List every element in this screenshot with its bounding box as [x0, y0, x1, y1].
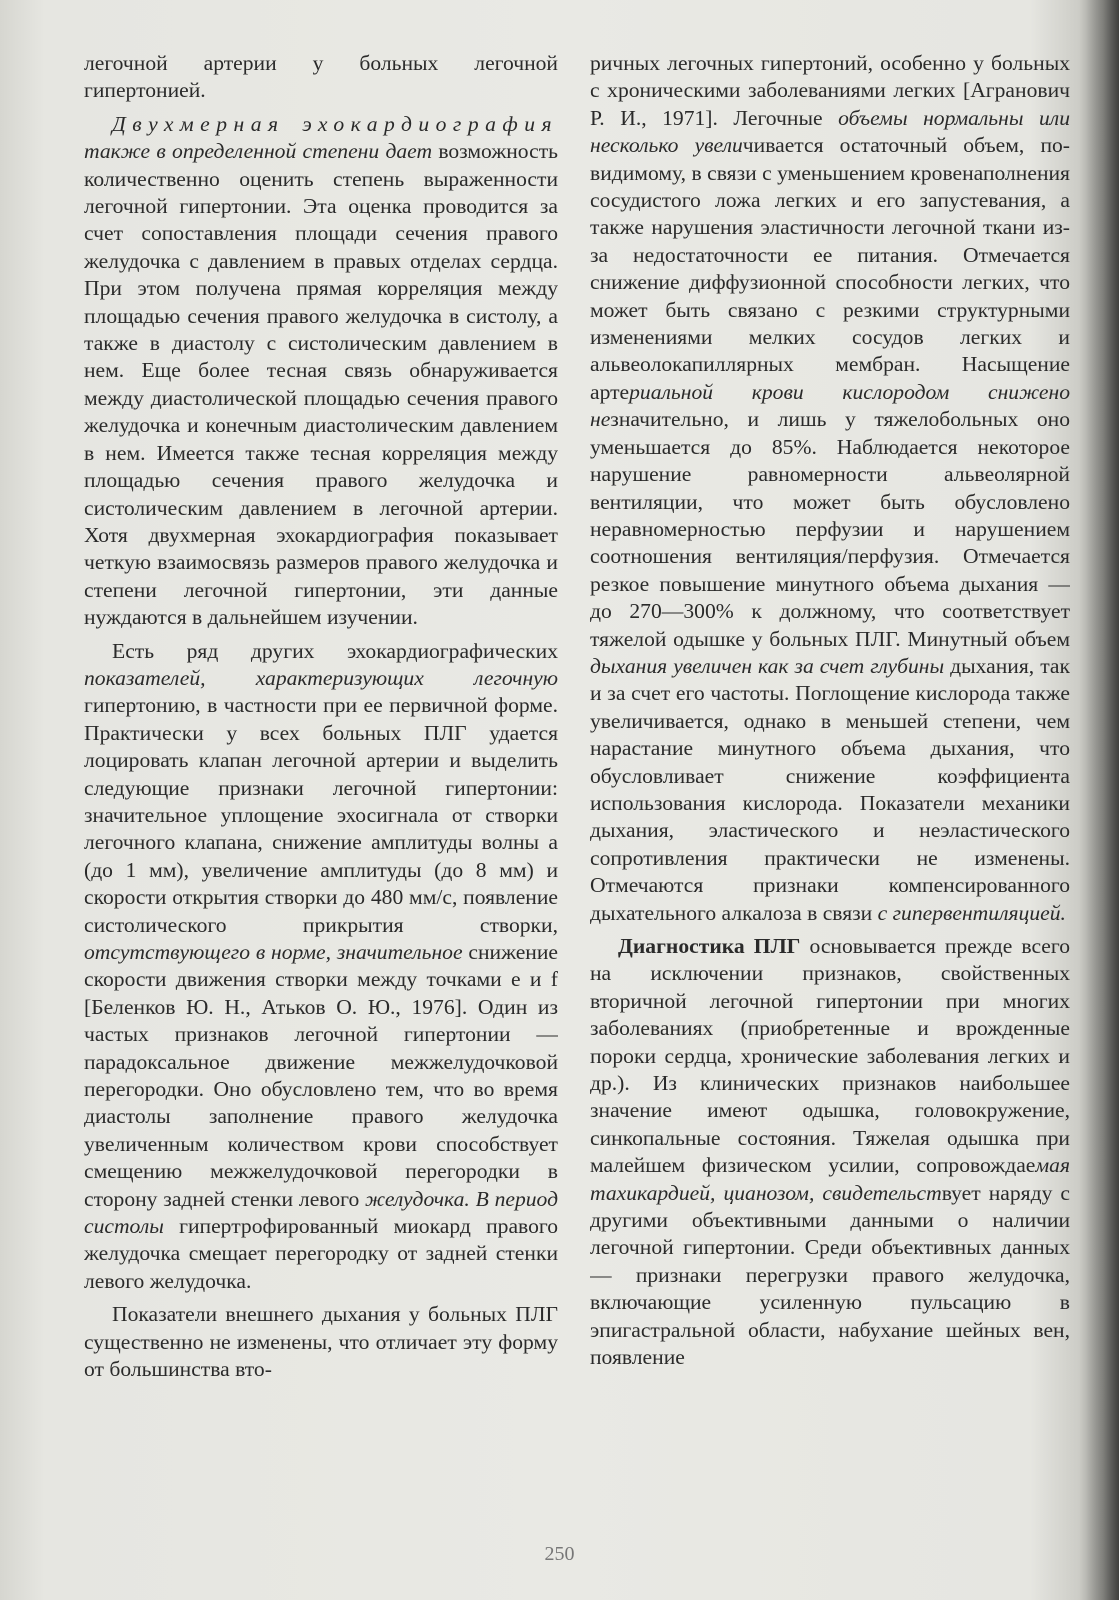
paragraph: [84, 638, 558, 1296]
spaced-term: Двухмерная эхокардиография: [112, 111, 558, 136]
bold-heading: Диагностика ПЛГ: [618, 934, 801, 958]
page-number: 250: [544, 1543, 575, 1565]
text: снижение скорости движения створки между точками е и f [Беленков Ю. Н., Атьков О. Ю., 1976]. Один из частых признаков легочной гипертонии — парадоксальное движение межжелудочковой перегородки. Оно обусловлено тем, что во время диастолы заполнение правого желудочка увеличенным количеством крови способствует смещению межжелудочковой перегородки в сторону задней стенки левого: [84, 940, 558, 1211]
paragraph: [84, 1301, 558, 1383]
text: Показатели внешнего дыхания у больных ПЛГ существенно не изменены, что отличает эту форму от большинства вто-: [84, 1302, 558, 1382]
italic-text: с гипервентиляцией.: [877, 900, 1066, 925]
italic-text: объемы нормальны или несколько увели: [590, 105, 1070, 158]
italic-text: показателей, характеризующих легочную: [84, 665, 558, 690]
binding-shadow: [1079, 0, 1119, 1600]
paragraph: [84, 50, 558, 105]
italic-text: дыхания увеличен как за счет глубины: [590, 653, 945, 678]
text: вует наряду с другими объективными данными о наличии легочной гипертонии. Среди объективных данных — признаки перегрузки правого желудочка, включающие усиленную пульсацию в эпигастральной области, набухание шейных вен, появление: [590, 1180, 1070, 1370]
text: легочной артерии у больных легочной гипертонией.: [84, 51, 558, 103]
italic-text: мая тахикардией, цианозом, свидетельст: [590, 1153, 1070, 1205]
right-column: [590, 50, 1070, 1510]
italic-text: желудочка. В период систолы: [84, 1186, 558, 1239]
italic-text: отсутствующего в норме, значительное: [84, 940, 463, 964]
text: возможность количественно оценить степень выраженности легочной гипертонии. Эта оценка проводится за счет сопоставления площади сечения правого желудочка с давлением в правых отделах сердца. При этом получена прямая корреляция между площадью сечения правого желудочка в систолу, а также в диастолу с систолическим давлением в нем. Еще более тесная связь обнаруживается между диастолической площадью сечения правого желудочка и конечным диастолическим давлением в нем. Имеется также тесная корреляция между площадью сечения правого желудочка и систолическим давлением в легочной артерии. Хотя двухмерная эхокардиография показывает четкую взаимосвязь размеров правого желудочка и степени легочной гипертонии, эти данные нуждаются в дальнейшем изучении.: [84, 139, 558, 630]
left-column: [84, 50, 558, 1510]
paragraph: [590, 50, 1070, 927]
italic-text: также в определенной степени дает: [84, 139, 433, 164]
paragraph: [84, 111, 558, 632]
text: чивается остаточный объем, по-видимому, в связи с уменьшением кровенаполнения сосудистого ложа легких и его запустевания, а также нарушения эластичности легочной ткани из-за недостаточности ее питания. Отмечается снижение диффузионной способности легких, что может быть связано с резкими структурными изменениями мелких сосудов легких и альвеолокапиллярных мембран. Насыщение арте: [590, 133, 1070, 404]
text: основывается прежде всего на исключении признаков, свойственных вторичной легочной гипертонии при многих заболеваниях (приобретенные и врожденные пороки сердца, хронические заболевания легких и др.). Из клинических признаков наибольшее значение имеют одышка, головокружение, синкопальные состояния. Тяжелая одышка при малейшем физическом усилии, сопровождае: [590, 934, 1070, 1178]
text: Есть ряд других эхокардиографических: [112, 638, 558, 663]
text: гипертрофированный миокард правого желудочка смещает перегородку от задней стенки левого желудочка.: [84, 1214, 558, 1293]
text: значительно, и лишь у тяжелобольных оно уменьшается до 85%. Наблюдается некоторое нарушение равномерности альвеолярной вентиляции, что может быть обусловлено неравномерностью перфузии и нарушением соотношения вентиляция/перфузия. Отмечается резкое повышение минутного объема дыхания — до 270—300% к должному, что соответствует тяжелой одышке у больных ПЛГ. Минутный объем: [590, 407, 1070, 651]
text: ричных легочных гипертоний, особенно у больных с хроническими заболеваниями легких [Агранович Р. И., 1971]. Легочные: [590, 51, 1070, 130]
text: гипертонию, в частности при ее первичной форме. Практически у всех больных ПЛГ удается лоцировать клапан легочной артерии и выделить следующие признаки легочной гипертонии: значительное уплощение эхосигнала от створки легочного клапана, снижение амплитуды волны а (до 1 мм), увеличение амплитуды (до 8 мм) и скорости открытия створки до 480 мм/с, появление систолического прикрытия створки,: [84, 693, 558, 937]
italic-text: риальной крови кислородом снижено не: [590, 379, 1070, 432]
paragraph: [590, 933, 1070, 1372]
text: дыхания, так и за счет его частоты. Поглощение кислорода также увеличивается, однако в меньшей степени, чем нарастание минутного объема дыхания, что обусловливает снижение коэффициента использования кислорода. Показатели механики дыхания, эластического и неэластического сопротивления практически не изменены. Отмечаются признаки компенсированного дыхательного алкалоза в связи: [590, 653, 1070, 925]
